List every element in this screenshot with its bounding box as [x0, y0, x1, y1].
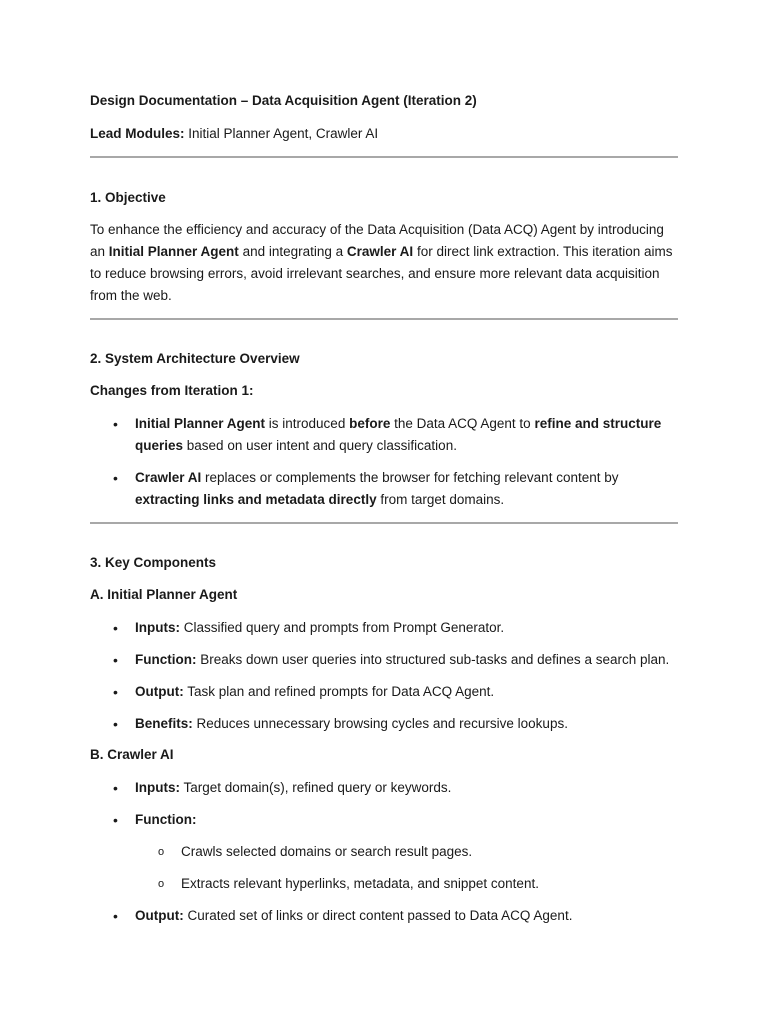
objective-emphasis: Crawler AI: [346, 244, 414, 259]
item-label: Function:: [135, 652, 197, 667]
item-text: Classified query and prompts from Prompt Generator.: [180, 620, 505, 635]
item-label: Benefits:: [135, 716, 193, 731]
subheading-changes: Changes from Iteration 1:: [90, 383, 254, 398]
item-text: is introduced: [265, 416, 350, 431]
item-label: Inputs:: [135, 780, 180, 795]
list-item: [90, 777, 678, 799]
crawler-list: [90, 777, 678, 927]
sub-item-text: Crawls selected domains or search result pages.: [181, 844, 473, 859]
item-emphasis: Crawler AI: [135, 470, 202, 485]
section-heading-objective: 1. Objective: [90, 190, 166, 205]
objective-text: for direct link extraction. This iteration aims to reduce browsing errors, avoid irrelevant searches, and ensure more relevant data acquisition from the web.: [90, 244, 673, 303]
section-heading-components: 3. Key Components: [90, 555, 217, 570]
sub-list-item: [90, 841, 678, 863]
item-label: Output:: [135, 684, 184, 699]
item-text: replaces or complements the browser for fetching relevant content by: [201, 470, 619, 485]
item-label: Inputs:: [135, 620, 180, 635]
item-text: Breaks down user queries into structured sub-tasks and defines a search plan.: [196, 652, 670, 667]
objective-text: and integrating a: [238, 244, 347, 259]
list-item: [90, 809, 678, 831]
list-item: [90, 681, 678, 703]
sub-list-item: [90, 873, 678, 895]
item-emphasis: refine and structure queries: [135, 416, 662, 453]
subheading-crawler: B. Crawler AI: [90, 747, 174, 762]
bullet-icon: •: [113, 780, 118, 796]
divider: [90, 522, 678, 524]
item-text: Target domain(s), refined query or keywords.: [180, 780, 452, 795]
lead-modules-label: Lead Modules:: [90, 126, 185, 141]
item-text: Reduces unnecessary browsing cycles and recursive lookups.: [192, 716, 568, 731]
sub-item-text: Extracts relevant hyperlinks, metadata, and snippet content.: [181, 876, 539, 891]
item-text: Task plan and refined prompts for Data ACQ Agent.: [183, 684, 495, 699]
list-item: [90, 905, 678, 927]
item-label: Output:: [135, 908, 184, 923]
document-title: Design Documentation – Data Acquisition Agent (Iteration 2): [90, 93, 477, 108]
list-item: [90, 617, 678, 639]
bullet-icon: •: [113, 908, 118, 924]
sub-bullet-icon: o: [158, 878, 165, 890]
objective-emphasis: Initial Planner Agent: [108, 244, 239, 259]
subheading-initial-planner: A. Initial Planner Agent: [90, 587, 238, 602]
divider: [90, 318, 678, 320]
changes-list: [90, 413, 678, 511]
sub-bullet-icon: o: [158, 846, 165, 858]
item-text: based on user intent and query classification.: [183, 438, 457, 453]
item-emphasis: extracting links and metadata directly: [135, 492, 377, 507]
list-item: [90, 713, 678, 735]
item-text: the Data ACQ Agent to: [390, 416, 535, 431]
item-emphasis: Initial Planner Agent: [135, 416, 266, 431]
planner-list: [90, 617, 678, 735]
section-heading-architecture: 2. System Architecture Overview: [90, 351, 300, 366]
list-item: [90, 467, 678, 511]
bullet-icon: •: [113, 716, 118, 732]
bullet-icon: •: [113, 470, 118, 486]
lead-modules-value: Initial Planner Agent, Crawler AI: [184, 126, 379, 141]
list-item: [90, 649, 678, 671]
item-label: Function:: [135, 812, 197, 827]
bullet-icon: •: [113, 416, 118, 432]
divider: [90, 156, 678, 158]
lead-modules-line: [90, 126, 678, 141]
bullet-icon: •: [113, 684, 118, 700]
objective-text: To enhance the efficiency and accuracy of the Data Acquisition (Data ACQ) Agent by introducing an: [90, 222, 664, 259]
objective-paragraph: [90, 219, 678, 307]
bullet-icon: •: [113, 620, 118, 636]
item-text: from target domains.: [376, 492, 505, 507]
item-emphasis: before: [349, 416, 391, 431]
item-text: Curated set of links or direct content passed to Data ACQ Agent.: [183, 908, 573, 923]
list-item: [90, 413, 678, 457]
bullet-icon: •: [113, 652, 118, 668]
bullet-icon: •: [113, 812, 118, 828]
